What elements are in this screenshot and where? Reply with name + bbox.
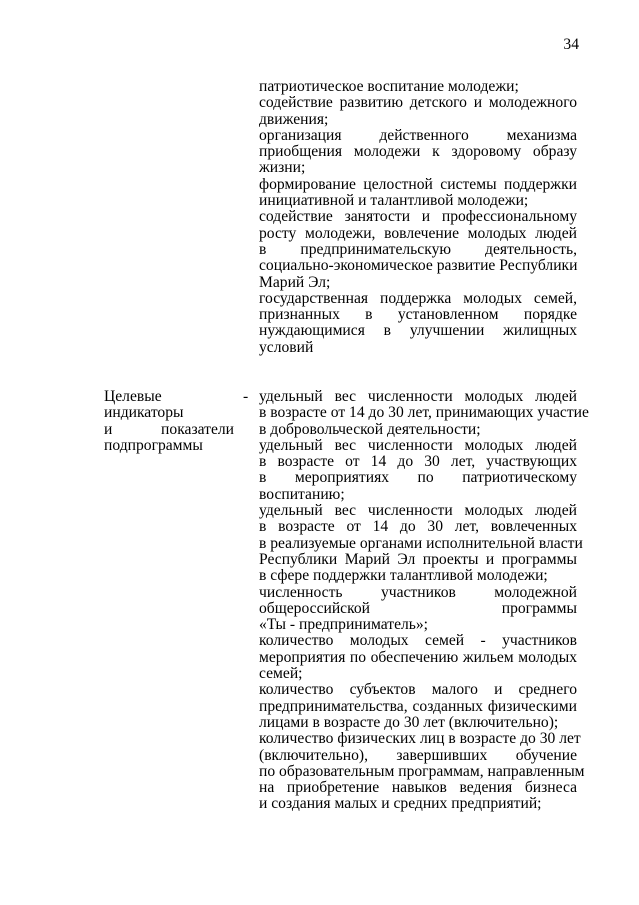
- indicator-item-line: на приобретение навыков ведения бизнеса: [259, 779, 577, 797]
- indicator-item-line: количество физических лиц в возрасте до 30 лет: [259, 730, 581, 748]
- indicator-item-line: количество молодых семей - участников: [259, 632, 577, 650]
- goal-item-line: организация действенного механизма: [259, 126, 577, 144]
- indicator-item-line: удельный вес численности молодых людей: [259, 388, 577, 405]
- indicator-item-line: в возрасте от 14 до 30 лет, вовлеченных: [259, 518, 577, 536]
- indicator-item-line: в реализуемые органами исполнительной власти: [259, 534, 583, 552]
- label-dash: -: [243, 388, 249, 405]
- goal-item-line: в предпринимательскую деятельность,: [259, 240, 577, 258]
- indicator-item-line: по образовательным программам, направленным: [259, 762, 585, 780]
- indicator-item: [259, 633, 577, 682]
- goal-item-line: содействие занятости и профессиональному: [259, 208, 577, 226]
- indicator-item: [259, 502, 583, 585]
- indicator-item-line: «Ты - предприниматель»;: [259, 616, 429, 634]
- indicator-item-line: семей;: [259, 665, 303, 683]
- subprogram-goals-list: [259, 79, 577, 356]
- indicator-item: [259, 438, 577, 503]
- indicator-item-line: количество субъектов малого и среднего: [259, 681, 577, 699]
- indicator-item-line: удельный вес численности молодых людей: [259, 436, 577, 454]
- goal-item: [259, 291, 577, 356]
- goal-item-line: жизни;: [259, 159, 306, 177]
- indicator-item-line: в мероприятиях по патриотическому: [259, 469, 577, 487]
- indicator-item-line: лицами в возрасте до 30 лет (включительно);: [259, 713, 559, 731]
- indicator-item-line: Республики Марий Эл проекты и программы: [259, 550, 577, 568]
- indicators-label-line: подпрограммы: [104, 436, 203, 454]
- indicator-item-line: в сфере поддержки талантливой молодежи;: [259, 567, 548, 585]
- goal-item-line: формирование целостной системы поддержки: [259, 175, 577, 193]
- goal-item-line: росту молодежи, вовлечение молодых людей: [259, 224, 577, 242]
- indicator-item-line: предпринимательства, созданных физическими: [259, 697, 577, 715]
- goal-item-line: признанных в установленном порядке: [259, 306, 577, 324]
- goal-item-line: государственная поддержка молодых семей,: [259, 289, 577, 307]
- indicators-label: [104, 389, 234, 454]
- indicator-item-line: в возрасте от 14 до 30 лет, участвующих: [259, 453, 577, 471]
- goal-item-line: Марий Эл;: [259, 273, 331, 291]
- goal-item-line: патриотическое воспитание молодежи;: [259, 78, 519, 95]
- indicator-item-line: удельный вес численности молодых людей: [259, 502, 577, 520]
- indicator-item-line: мероприятия по обеспечению жильем молодых: [259, 648, 577, 666]
- goal-item: [259, 95, 577, 128]
- indicator-item: [259, 585, 577, 634]
- indicator-item-line: воспитанию;: [259, 485, 345, 503]
- indicator-item: [259, 388, 589, 438]
- indicators-label-line: Целевые: [104, 388, 162, 405]
- goal-item-line: нуждающимися в улучшении жилищных: [259, 322, 577, 340]
- goal-item: [259, 177, 577, 210]
- goal-item-line: социально-экономическое развитие Республики: [259, 257, 578, 275]
- indicators-label-line: индикаторы: [104, 404, 184, 422]
- goal-item: [259, 128, 577, 177]
- page-number: 34: [563, 36, 579, 53]
- indicator-item-line: в возрасте от 14 до 30 лет, принимающих участие: [259, 404, 589, 422]
- indicators-list: [259, 388, 589, 813]
- goal-item-line: условий: [259, 338, 314, 356]
- indicator-item-line: в добровольческой деятельности;: [259, 420, 481, 438]
- indicator-item-line: и создания малых и средних предприятий;: [259, 795, 542, 813]
- indicator-item-line: численность участников молодежной: [259, 583, 577, 601]
- goal-item-line: инициативной и талантливой молодежи;: [259, 192, 529, 210]
- indicator-item-line: (включительно), завершивших обучение: [259, 746, 577, 764]
- goal-item-line: содействие развитию детского и молодежного: [259, 94, 577, 112]
- indicator-item-line: общероссийской программы: [259, 599, 577, 617]
- goal-item: [259, 209, 577, 290]
- goal-item-line: движения;: [259, 110, 329, 128]
- indicator-item: [259, 730, 585, 813]
- indicator-item: [259, 682, 577, 731]
- goal-item: [259, 79, 577, 95]
- indicators-label-line: и показатели: [104, 420, 234, 438]
- goal-item-line: приобщения молодежи к здоровому образу: [259, 143, 577, 161]
